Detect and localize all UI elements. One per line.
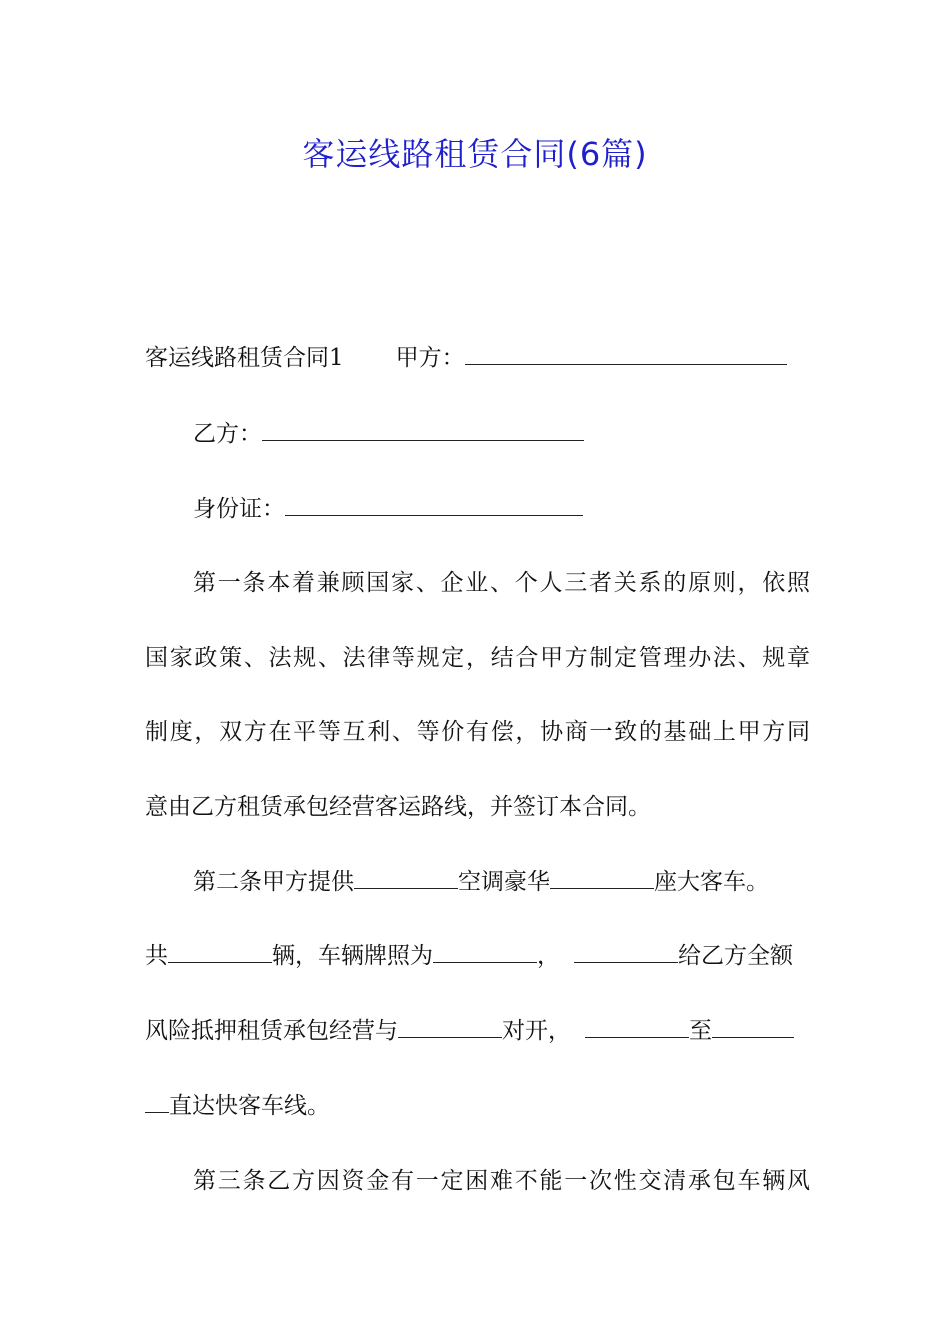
contract-subtitle: 客运线路租赁合同1 bbox=[145, 345, 344, 371]
blank-field bbox=[712, 1015, 794, 1038]
article1-line3: 制度，双方在平等互利、等价有偿，协商一致的基础上甲方同 bbox=[145, 719, 810, 745]
blank-field bbox=[433, 940, 537, 963]
party-b-blank bbox=[262, 418, 584, 441]
article2-text: 风险抵押租赁承包经营与 bbox=[145, 1018, 398, 1044]
article2-text: 第二条甲方提供 bbox=[193, 869, 354, 895]
blank-field bbox=[574, 940, 678, 963]
article2-line1 bbox=[145, 862, 810, 902]
blank-field bbox=[145, 1090, 169, 1113]
blank-field bbox=[585, 1015, 689, 1038]
article1-line2: 国家政策、法规、法律等规定，结合甲方制定管理办法、规章 bbox=[145, 645, 810, 671]
blank-field bbox=[168, 940, 272, 963]
blank-field bbox=[550, 866, 654, 889]
document-title: 客运线路租赁合同(6篇) bbox=[302, 135, 648, 173]
article2-text: ， bbox=[537, 943, 560, 969]
article2-line2 bbox=[145, 936, 810, 976]
article2-text: 共 bbox=[145, 943, 168, 969]
party-b-label: 乙方： bbox=[193, 421, 262, 447]
article3-line1: 第三条乙方因资金有一定困难不能一次性交清承包车辆风 bbox=[193, 1168, 810, 1194]
party-a-label: 甲方： bbox=[395, 345, 465, 371]
article2-line3 bbox=[145, 1011, 810, 1051]
id-label: 身份证： bbox=[193, 496, 285, 522]
blank-field bbox=[398, 1015, 502, 1038]
article2-line4 bbox=[145, 1086, 810, 1126]
party-a-blank bbox=[465, 342, 787, 365]
article1-line4: 意由乙方租赁承包经营客运路线，并签订本合同。 bbox=[145, 794, 651, 820]
article2-text: 对开， bbox=[502, 1018, 571, 1044]
id-line bbox=[145, 489, 810, 529]
article2-text: 辆，车辆牌照为 bbox=[272, 943, 433, 969]
article2-text: 空调豪华 bbox=[458, 869, 550, 895]
article2-text: 座大客车。 bbox=[654, 869, 769, 895]
article2-text: 直达快客车线。 bbox=[169, 1093, 330, 1119]
article2-text: 给乙方全额 bbox=[678, 943, 793, 969]
article2-text: 至 bbox=[689, 1018, 712, 1044]
party-b-line bbox=[145, 414, 810, 454]
article1-line1: 第一条本着兼顾国家、企业、个人三者关系的原则，依照 bbox=[193, 570, 810, 596]
blank-field bbox=[354, 866, 458, 889]
id-blank bbox=[285, 493, 583, 516]
contract-heading-line bbox=[145, 338, 810, 378]
